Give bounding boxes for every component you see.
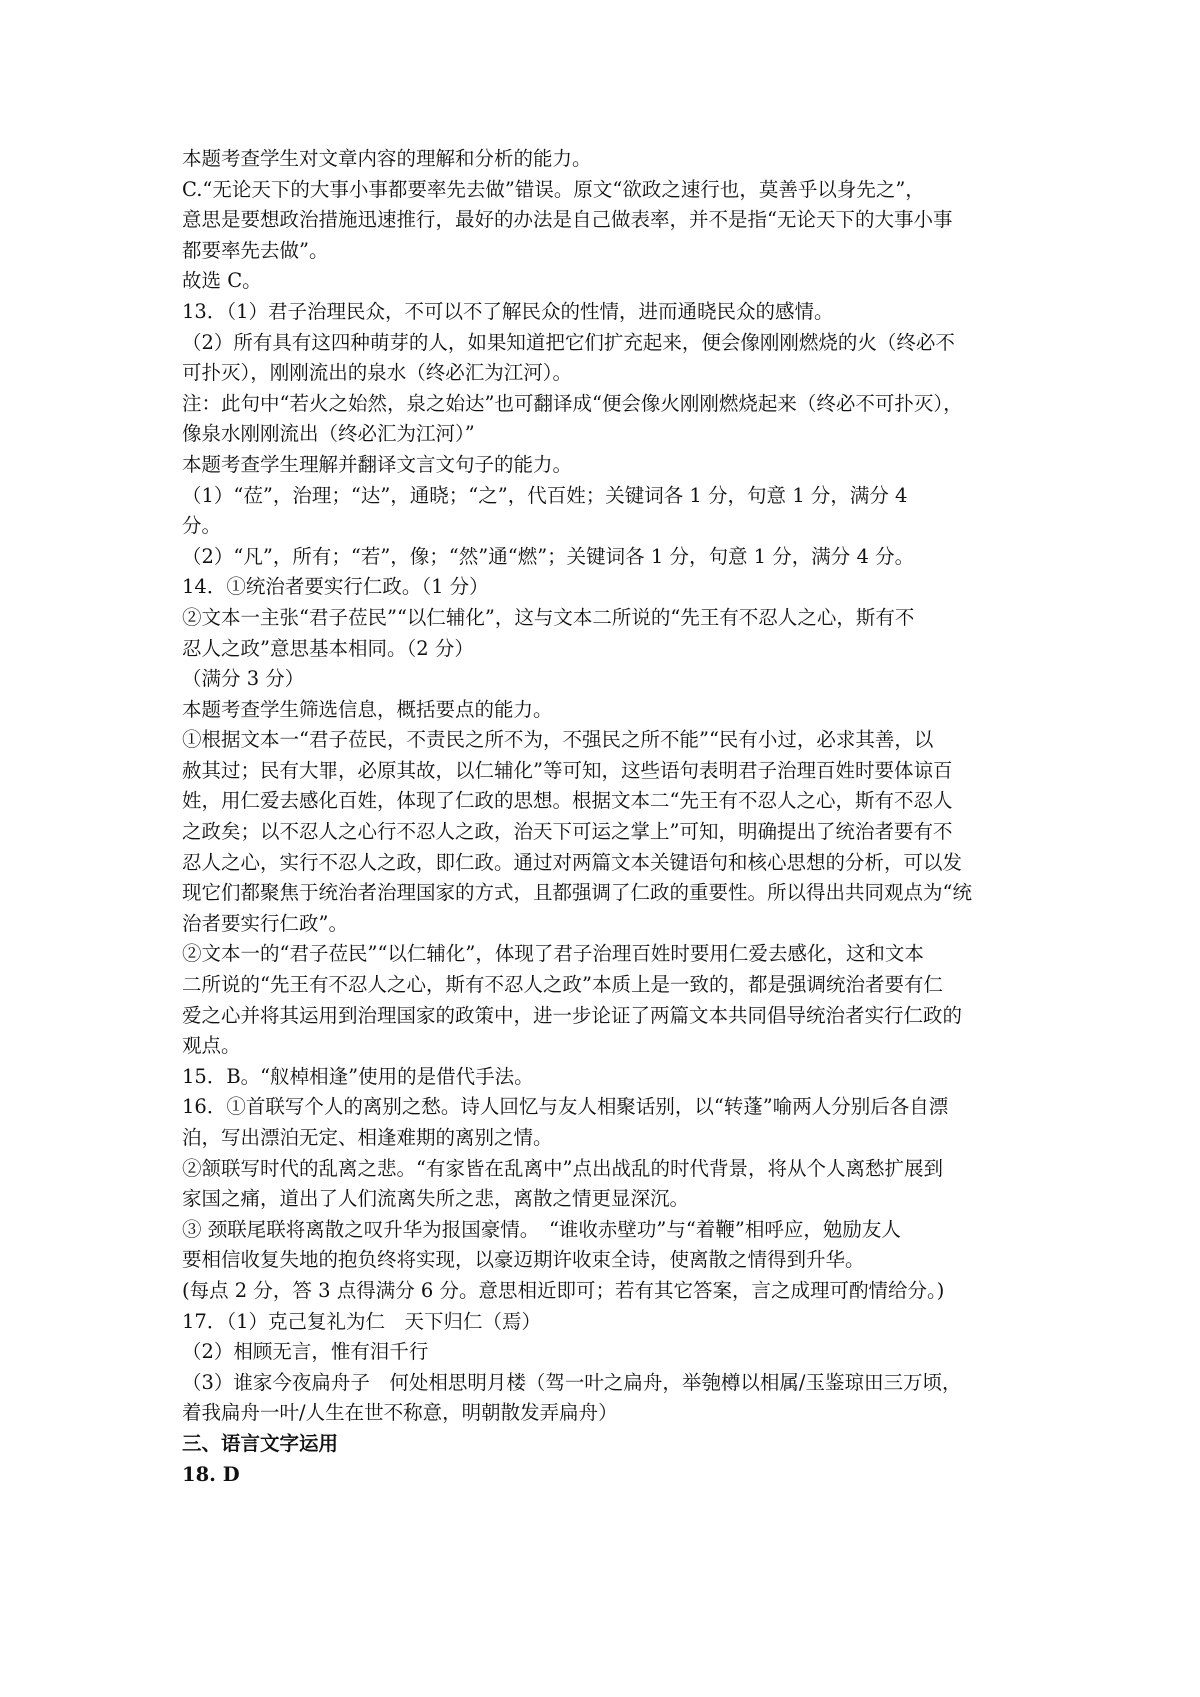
question-14-answer: 14．①统治者要实行仁政。（1 分）	[182, 575, 489, 599]
text-line: 要相信收复失地的抱负终将实现，以豪迈期许收束全诗，使离散之情得到升华。	[182, 1248, 865, 1272]
text-line: 可扑灭），刚刚流出的泉水（终必汇为江河）。	[182, 361, 573, 385]
text-line: 现它们都聚焦于统治者治理国家的方式，且都强调了仁政的重要性。所以得出共同观点为“统	[182, 881, 972, 905]
text-line: (每点 2 分，答 3 点得满分 6 分。意思相近即可；若有其它答案，言之成理可酌情给分。)	[182, 1278, 945, 1302]
text-line: （3）谁家今夜扁舟子 何处相思明月楼（驾一叶之扁舟，举匏樽以相属/玉鉴琼田三万顷，	[182, 1370, 962, 1394]
question-13-answer: 13．（1）君子治理民众，不可以不了解民众的性情，进而通晓民众的感情。	[182, 299, 834, 323]
text-line: 注：此句中“若火之始然，泉之始达”也可翻译成“便会像火刚刚燃烧起来（终必不可扑灭），	[182, 391, 963, 415]
text-line: 观点。	[182, 1034, 241, 1058]
text-line: 故选 C。	[182, 269, 262, 293]
text-line: 意思是要想政治措施迅速推行，最好的办法是自己做表率，并不是指“无论天下的大事小事	[182, 208, 953, 232]
text-line: 本题考查学生对文章内容的理解和分析的能力。	[182, 147, 592, 170]
text-line: 之政矣；以不忍人之心行不忍人之政，治天下可运之掌上”可知，明确提出了统治者要有不	[182, 820, 953, 844]
text-line: 本题考查学生理解并翻译文言文句子的能力。	[182, 452, 573, 476]
text-line: （2）相顾无言，惟有泪千行	[182, 1340, 429, 1364]
text-line: （满分 3 分）	[182, 667, 305, 691]
text-line: ②文本一的“君子莅民”“以仁辅化”，体现了君子治理百姓时要用仁爱去感化，这和文本	[182, 942, 924, 966]
question-17-answer: 17．（1）克己复礼为仁 天下归仁（焉）	[182, 1309, 541, 1333]
section-heading: 三、语言文字运用	[182, 1431, 339, 1455]
question-16-answer: 16．①首联写个人的离别之愁。诗人回忆与友人相聚话别，以“转蓬”喻两人分别后各自漂	[182, 1095, 949, 1119]
text-line: ①根据文本一“君子莅民，不责民之所不为，不强民之所不能”“民有小过，必求其善，以	[182, 728, 934, 752]
text-line: 像泉水刚刚流出（终必汇为江河）”	[182, 422, 475, 446]
text-line: （2）“凡”，所有；“若”，像；“然”通“燃”；关键词各 1 分，句意 1 分，满分 4 分。	[182, 544, 915, 568]
text-line: （1）“莅”，治理；“达”，通晓；“之”，代百姓；关键词各 1 分，句意 1 分，满分 4	[182, 483, 908, 507]
text-line: 姓，用仁爱去感化百姓，体现了仁政的思想。根据文本二“先王有不忍人之心，斯有不忍人	[182, 789, 953, 813]
text-line: 爱之心并将其运用到治理国家的政策中，进一步论证了两篇文本共同倡导统治者实行仁政的	[182, 1003, 963, 1027]
question-15-answer: 15．B。“舣棹相逢”使用的是借代手法。	[182, 1064, 534, 1088]
answer-document	[182, 144, 1032, 1490]
text-line: ②颔联写时代的乱离之悲。“有家皆在乱离中”点出战乱的时代背景，将从个人离愁扩展到	[182, 1156, 943, 1180]
text-line: C.“无论天下的大事小事都要率先去做”错误。原文“欲政之速行也，莫善乎以身先之”，	[182, 177, 925, 201]
text-line: 二所说的“先王有不忍人之心，斯有不忍人之政”本质上是一致的，都是强调统治者要有仁	[182, 973, 943, 997]
text-line: 泊，写出漂泊无定、相逢难期的离别之情。	[182, 1126, 553, 1149]
text-line: 忍人之政”意思基本相同。（2 分）	[182, 636, 474, 660]
text-line: 都要率先去做”。	[182, 238, 329, 262]
text-line: （2）所有具有这四种萌芽的人，如果知道把它们扩充起来，便会像刚刚燃烧的火（终必不	[182, 330, 955, 354]
text-line: ②文本一主张“君子莅民”“以仁辅化”，这与文本二所说的“先王有不忍人之心，斯有不	[182, 605, 915, 629]
text-line: 忍人之心，实行不忍人之政，即仁政。通过对两篇文本关键语句和核心思想的分析，可以发	[182, 850, 963, 874]
question-18-answer: 18. D	[182, 1462, 240, 1486]
text-line: 着我扁舟一叶/人生在世不称意，明朝散发弄扁舟）	[182, 1401, 618, 1425]
text-line: 家国之痛，道出了人们流离失所之悲，离散之情更显深沉。	[182, 1187, 690, 1211]
text-line: 本题考查学生筛选信息，概括要点的能力。	[182, 697, 553, 721]
text-line: 治者要实行仁政”。	[182, 911, 348, 935]
text-line: 分。	[182, 514, 222, 538]
text-line: ③ 颈联尾联将离散之叹升华为报国豪情。 “谁收赤壁功”与“着鞭”相呼应，勉励友人	[182, 1217, 901, 1241]
text-line: 赦其过；民有大罪，必原其故，以仁辅化”等可知，这些语句表明君子治理百姓时要体谅百	[182, 758, 953, 782]
